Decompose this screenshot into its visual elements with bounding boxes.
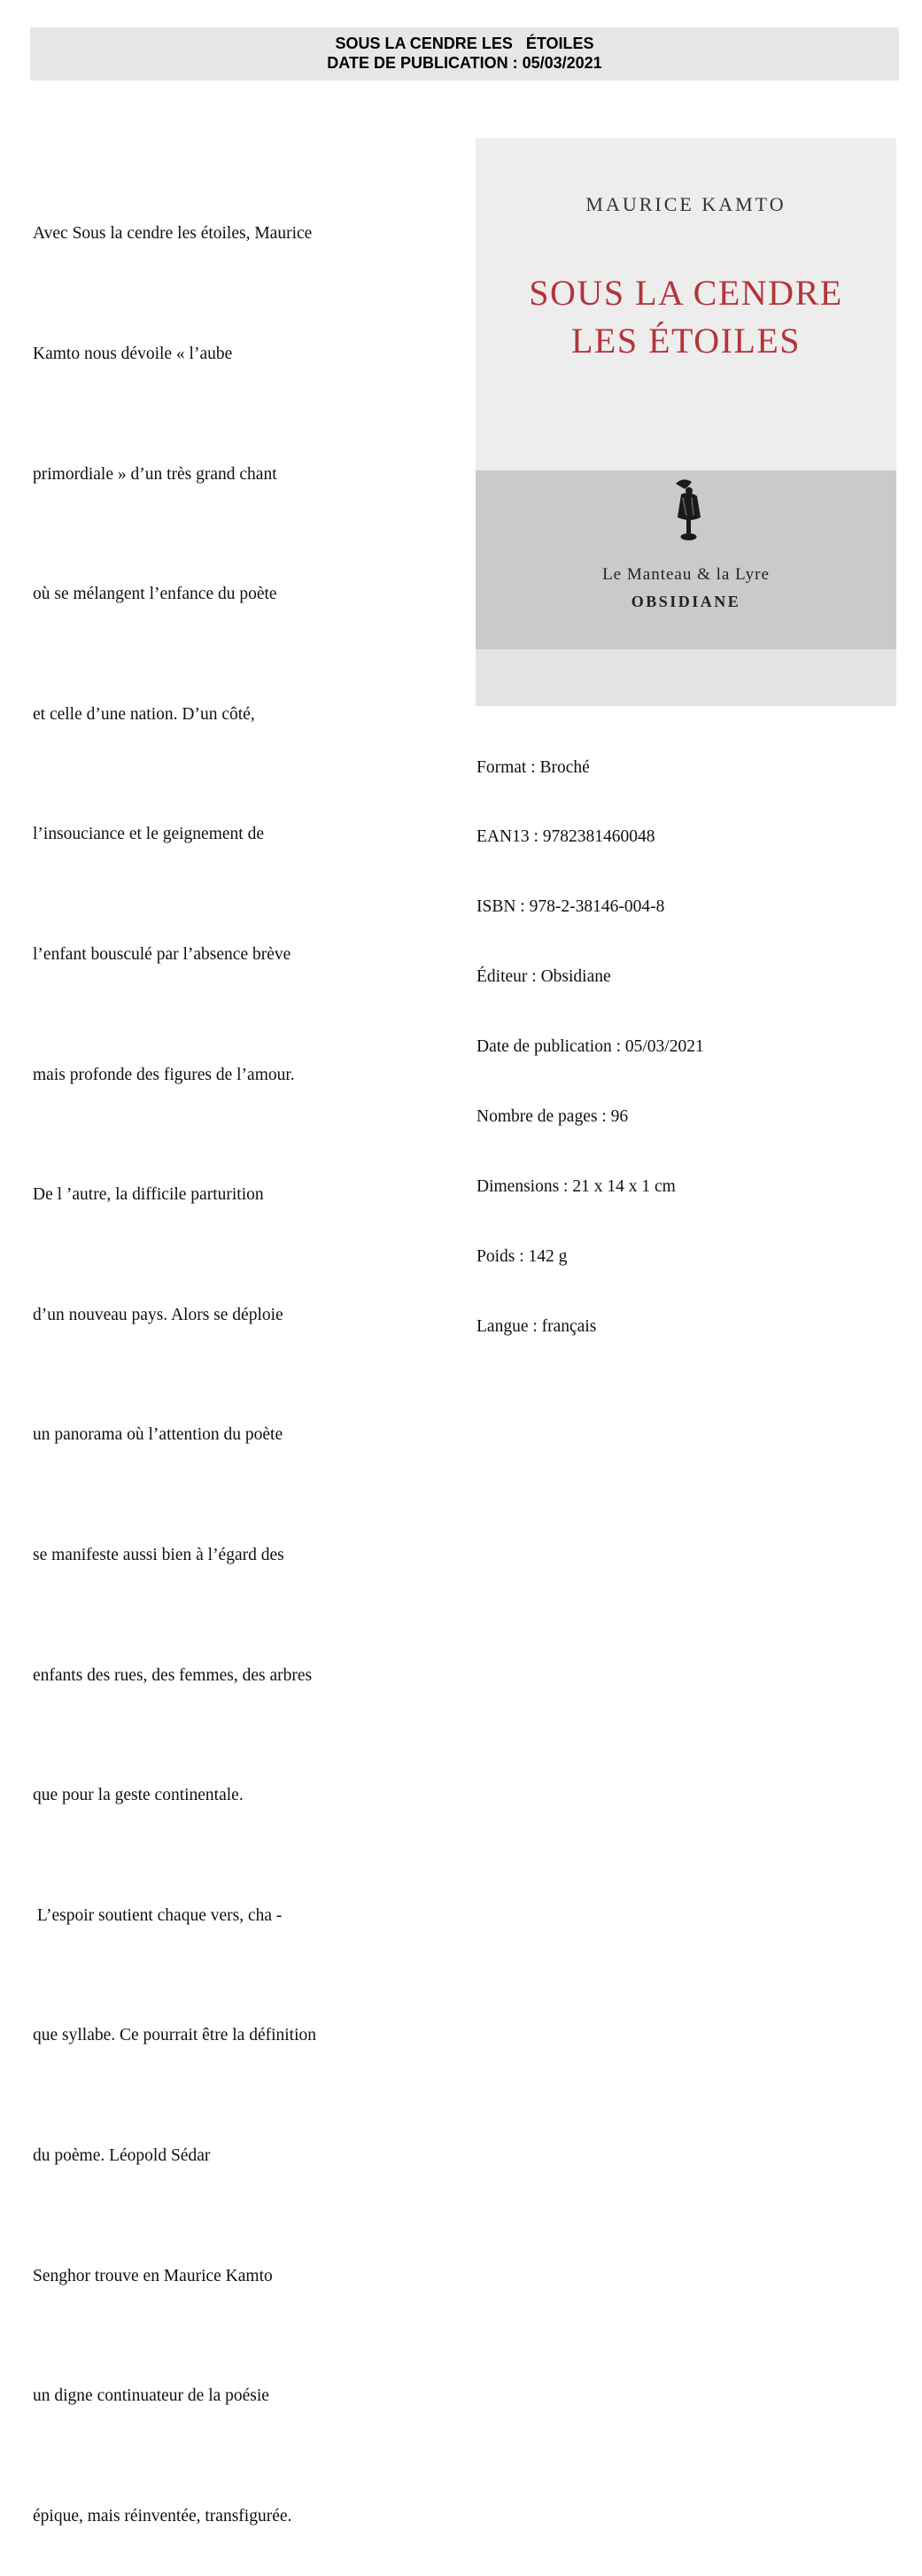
book-cover-image [476, 138, 896, 706]
description-line: et celle d’une nation. D’un côté, [33, 704, 255, 724]
spec-format: Format : Broché [476, 757, 590, 777]
cloaked-figure-emblem-icon [670, 477, 706, 547]
description-line: Avec Sous la cendre les étoiles, Maurice [33, 224, 313, 244]
page-header [30, 27, 899, 81]
description-line: que syllabe. Ce pourrait être la définition [33, 2026, 317, 2045]
description-line: L’espoir soutient chaque vers, cha - [33, 1905, 283, 1925]
description-line: Kamto nous dévoile « l’aube [33, 345, 233, 363]
cover-title-line: SOUS LA CENDRE [529, 273, 843, 313]
description-line: De l ’autre, la difficile parturition [33, 1185, 264, 1205]
spec-isbn: ISBN : 978-2-38146-004-8 [476, 897, 665, 917]
spec-weight: Poids : 142 g [476, 1246, 568, 1266]
cover-title-line: LES ÉTOILES [570, 321, 802, 361]
description-line: où se mélangent l’enfance du poète [33, 585, 277, 604]
description-line: primordiale » d’un très grand chant [33, 464, 277, 484]
description-line: du poème. Léopold Sédar [33, 2145, 211, 2165]
description-line: l’enfant bousculé par l’absence brève [33, 944, 291, 964]
spec-dimensions: Dimensions : 21 x 14 x 1 cm [476, 1176, 676, 1196]
spec-ean13: EAN13 : 9782381460048 [476, 827, 655, 847]
spec-publication-date: Date de publication : 05/03/2021 [476, 1037, 704, 1057]
book-specifications [476, 710, 902, 1362]
description-line: un panorama où l’attention du poète [33, 1425, 283, 1445]
description-line: un digne continuateur de la poésie [33, 2386, 269, 2406]
book-title-heading: SOUS LA CENDRE LES ÉTOILES [335, 35, 594, 52]
description-line: d’un nouveau pays. Alors se déploie [33, 1305, 283, 1324]
description-line: l’insouciance et le geignement de [33, 825, 264, 844]
cover-collection-name: Le Manteau & la Lyre [602, 565, 770, 584]
description-line: que pour la geste continentale. [33, 1786, 244, 1805]
cover-author: MAURICE KAMTO [585, 193, 786, 215]
spec-publisher: Éditeur : Obsidiane [476, 967, 611, 987]
description-line: enfants des rues, des femmes, des arbres [33, 1665, 313, 1685]
spec-page-count: Nombre de pages : 96 [476, 1107, 629, 1127]
spec-language: Langue : français [476, 1316, 597, 1336]
description-line: épique, mais réinventée, transfigurée. [33, 2506, 292, 2526]
cover-publisher: OBSIDIANE [631, 593, 741, 610]
book-description [33, 134, 422, 2576]
description-line: mais profonde des figures de l’amour. [33, 1065, 295, 1084]
description-line: Senghor trouve en Maurice Kamto [33, 2266, 273, 2285]
publication-date-heading: DATE DE PUBLICATION : 05/03/2021 [327, 54, 602, 72]
description-line: se manifeste aussi bien à l’égard des [33, 1545, 284, 1564]
cover-bottom-strip [476, 649, 896, 706]
cover-title [476, 269, 896, 365]
